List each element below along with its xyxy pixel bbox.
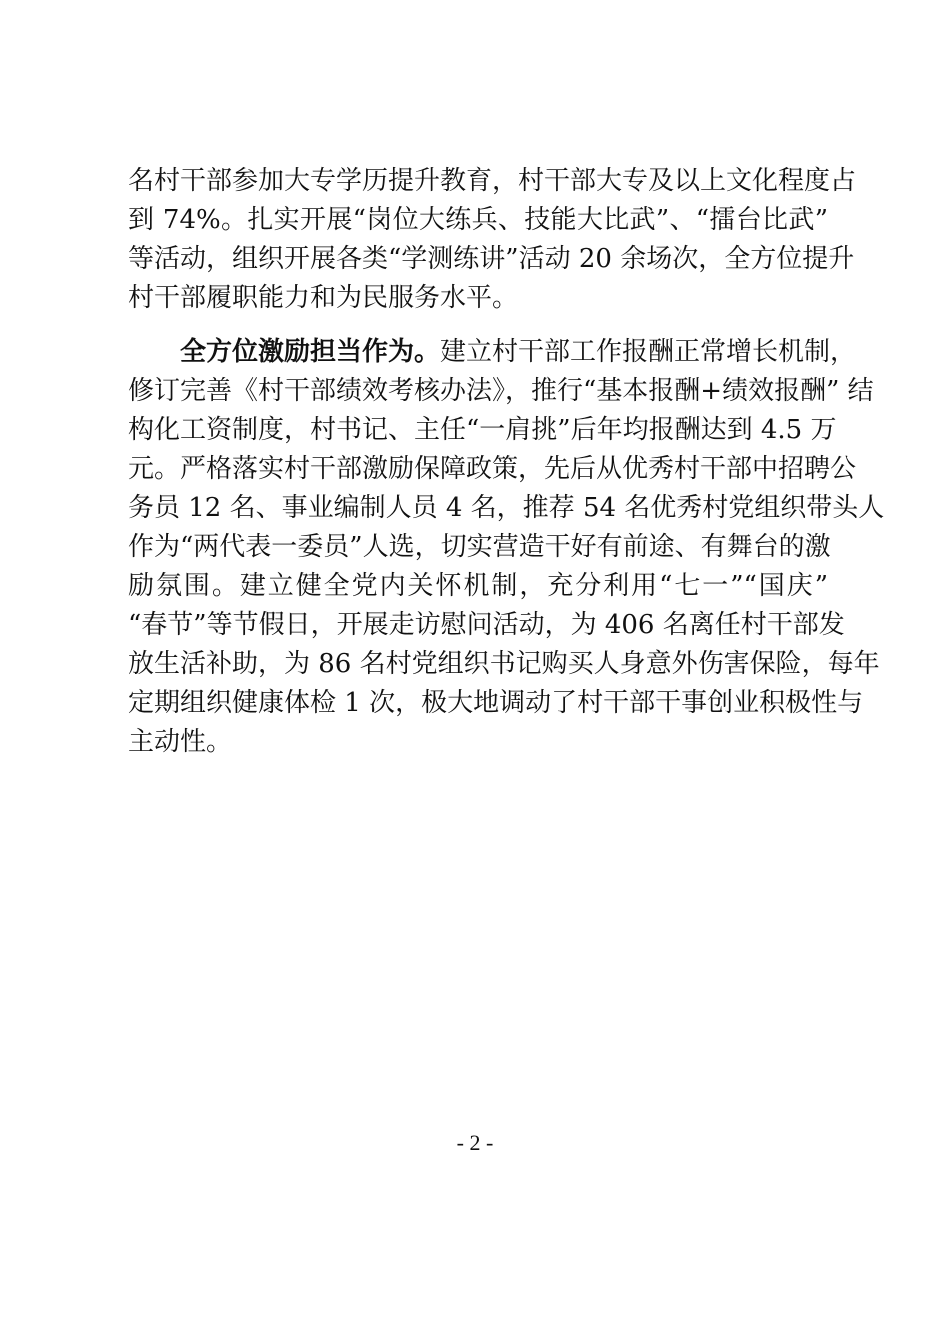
text-line: 元。严格落实村干部激励保障政策，先后从优秀村干部中招聘公 [128, 454, 857, 484]
text-line: 放生活补助，为 86 名村党组织书记购买人身意外伤害保险，每年 [128, 649, 880, 679]
text-line: 村干部履职能力和为民服务水平。 [128, 283, 519, 313]
text-line: 作为“两代表一委员”人选，切实营造干好有前途、有舞台的激 [128, 532, 831, 562]
text-line: 主动性。 [128, 727, 233, 757]
paragraph-incentives [128, 333, 885, 762]
text-line: 等活动，组织开展各类“学测练讲”活动 20 余场次，全方位提升 [128, 244, 855, 274]
text-line: 务员 12 名、事业编制人员 4 名，推荐 54 名优秀村党组织带头人 [128, 493, 885, 523]
paragraph-training [128, 162, 857, 318]
text-line: 励氛围。建立健全党内关怀机制，充分利用“七一”“国庆” [128, 571, 828, 601]
text-line: 到 74%。扎实开展“岗位大练兵、技能大比武”、“擂台比武” [128, 205, 828, 235]
text-line: 名村干部参加大专学历提升教育，村干部大专及以上文化程度占 [128, 166, 857, 196]
text-line: 修订完善《村干部绩效考核办法》，推行“基本报酬+绩效报酬” 结 [128, 376, 874, 406]
text-line: “春节”等节假日，开展走访慰问活动，为 406 名离任村干部发 [128, 610, 845, 640]
text-run: 建立村干部工作报酬正常增长机制， [440, 337, 857, 367]
section-heading: 全方位激励担当作为。 [180, 337, 441, 367]
text-line: 定期组织健康体检 1 次，极大地调动了村干部干事创业积极性与 [128, 688, 864, 718]
page-number: - 2 - [456, 1130, 494, 1155]
text-line: 构化工资制度，村书记、主任“一肩挑”后年均报酬达到 4.5 万 [128, 415, 837, 445]
text-line [128, 333, 857, 372]
